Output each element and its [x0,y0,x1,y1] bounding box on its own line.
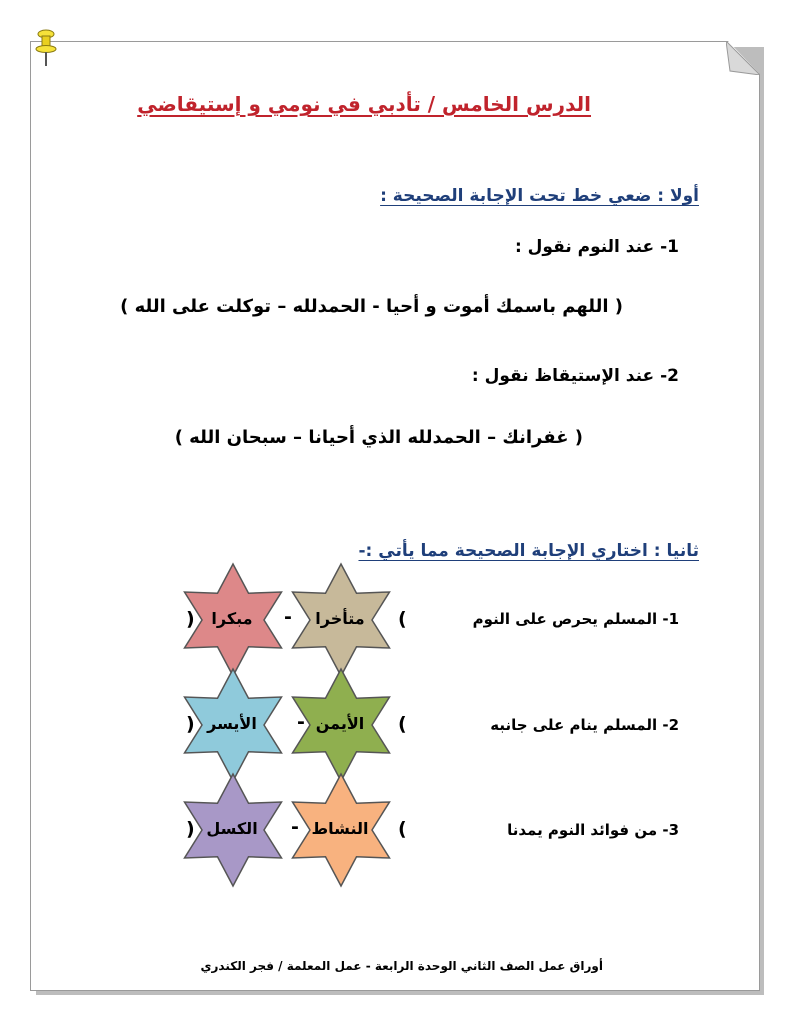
row3-option-b-label[interactable]: الكسل [206,819,258,838]
row1-close-paren: ) [186,608,195,630]
question1-choices: ( اللهم باسمك أموت و أحيا - الحمدلله – توكلت على الله ) [120,296,623,317]
row3-close-paren: ) [186,818,195,840]
row2-open-paren: ( [398,713,407,735]
section2-heading: ثانيا : اختاري الإجابة الصحيحة مما يأتي :- [358,541,699,561]
row2-option-a-label[interactable]: الأيمن [315,714,365,733]
row3-open-paren: ( [398,818,407,840]
question1-text: 1- عند النوم نقول : [514,237,679,257]
row1-question: 1- المسلم يحرص على النوم [472,610,679,628]
row2-separator: - [297,711,305,733]
row1-separator: - [284,606,292,628]
row3-option-a-label[interactable]: النشاط [311,819,369,838]
footer-credit: أوراق عمل الصف الثاني الوحدة الرابعة - عمل المعلمة / فجر الكندري [200,959,603,973]
lesson-title: الدرس الخامس / تأدبي في نومي و إستيقاضي [137,92,591,116]
question2-choices: ( غفرانك – الحمدلله الذي أحيانا – سبحان الله ) [174,427,583,448]
section1-heading: أولا : ضعي خط تحت الإجابة الصحيحة : [380,186,699,206]
row2-close-paren: ) [186,713,195,735]
row2-option-b-label[interactable]: الأيسر [207,714,257,733]
row3-question: 3- من فوائد النوم يمدنا [507,821,679,839]
row1-open-paren: ( [398,608,407,630]
question2-text: 2- عند الإستيقاظ نقول : [471,366,679,386]
row1-option-b-label[interactable]: مبكرا [211,609,253,628]
row1-option-a-label[interactable]: متأخرا [315,609,365,628]
row2-question: 2- المسلم ينام على جانبه [490,716,679,734]
row3-separator: - [291,816,299,838]
